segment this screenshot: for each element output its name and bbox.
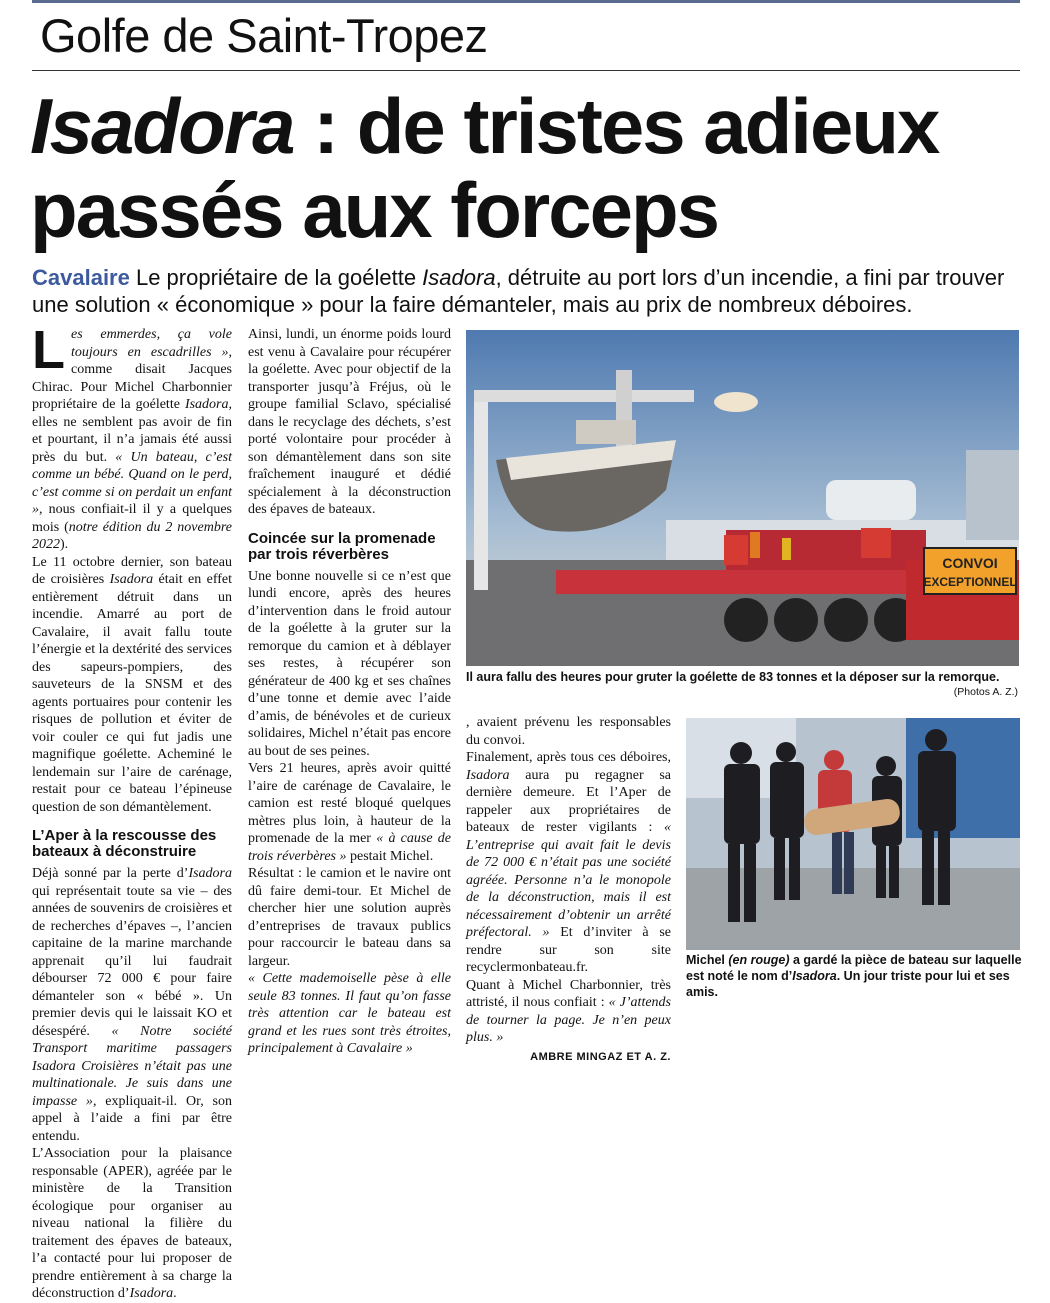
- boat-name: Isadora: [792, 969, 837, 983]
- boat-name: Isadora: [184, 397, 229, 412]
- article-column-3: [466, 714, 671, 1066]
- quote: « à cause de trois réverbères »: [248, 831, 452, 864]
- photo-group-illustration: [686, 718, 1020, 950]
- lead-paragraph: [32, 264, 1022, 318]
- photo-group: [686, 718, 1020, 950]
- dropcap: L: [32, 320, 65, 380]
- boat-name: Isadora: [466, 767, 510, 783]
- boat-name: Isadora: [109, 572, 154, 587]
- top-bar: [32, 0, 1020, 3]
- article-column-2: [248, 326, 451, 1058]
- quote: « L’entreprise qui avait fait le devis de 72 000 € n’était pas une société agréée. Personne n’a le monopole de la déconstruction, mais il est nécessairement d’obtenir un arrêté préfectoral. »: [466, 820, 671, 940]
- section-title: Golfe de Saint-Tropez: [40, 9, 488, 62]
- lead-text-1: Le propriétaire de la goélette: [129, 265, 423, 290]
- lead-place: Cavalaire: [32, 265, 130, 290]
- text: pestait Michel.: [346, 848, 434, 864]
- photo-credit: (Photos A. Z.): [953, 686, 1018, 698]
- lead-boat: Isadora: [422, 265, 496, 290]
- headline-line2: passés aux forceps: [30, 166, 719, 254]
- author-byline: AMBRE MINGAZ ET A. Z.: [530, 1050, 671, 1063]
- text: qui représentait toute sa vie – des années de souvenirs de croisières et de recherches d’épaves –, l’ancien capitaine de la marine marchande apprenait qu’il lui faudrait débourser 72 000 € pour faire démanteler son « bébé ». Un premier devis qui le laissait KO et désespéré.: [32, 883, 232, 1039]
- paragraph-8: Résultat : le camion et le navire ont dû faire demi-tour. Et Michel de chercher hier une solution auprès d’entreprises de travaux publics pour raccourcir le bateau dans sa largeur.: [248, 866, 451, 969]
- article-column-1: [32, 320, 232, 1303]
- boat-name: Isadora: [188, 866, 232, 881]
- photo2-caption: [686, 952, 1026, 1000]
- paragraph-2: [32, 554, 232, 817]
- text: , nous confiait-il il y a quelques mois (: [32, 502, 232, 535]
- subhead-aper: L’Aper à la rescousse des bateaux à déconstruire: [32, 827, 217, 860]
- paragraph-7: [248, 760, 451, 865]
- paragraph-5: Ainsi, lundi, un énorme poids lourd est venu à Cavalaire pour récupérer la goélette. Avec pour objectif de la transporter jusqu’à Fréjus, où le groupe familial Sclavo, spécialisé dans le recyclage des déchets, s’est porté volontaire pour procéder à son démantèlement dans son site fraîchement inauguré et dédié spécialement à la déconstruction des épaves de bateaux.: [248, 327, 451, 517]
- headline-boat-name: Isadora: [30, 82, 294, 170]
- text: L’Association pour la plaisance responsable (APER), agréée par le ministère de la Transition écologique pour organiser au niveau national la filière du traitement des épaves de bateaux, l’a contacté pour lui proposer de prendre entièrement à sa charge la déconstruction d’: [32, 1146, 232, 1301]
- paragraph-10: [466, 749, 671, 977]
- text: , elles ne semblent pas avoir de fin et pourtant, il n’a jamais été aussi près du but.: [32, 397, 232, 465]
- text: Le 11 octobre dernier, son bateau de croisières: [32, 554, 232, 587]
- text: ).: [60, 537, 69, 552]
- paragraph-11: [466, 977, 671, 1047]
- paragraph-6: Une bonne nouvelle si ce n’est que lundi encore, après des heures d’intervention dans le froid autour de la goélette à la gruter sur la remorque du camion et à déblayer ses restes, à récupérer son générateur de 400 kg et ses chaînes d’une tonne et demie avec l’aide d’amis, de bénévoles et de curieux solidaires, Michel n’était pas encore au bout de ses peines.: [248, 568, 451, 759]
- text: , expliquait-il. Or, son appel à l’aide a fini par être entendu.: [32, 1093, 232, 1144]
- text: était en effet entièrement détruit dans un incendie. Amarré au port de Cavalaire, il avait fallu toute l’énergie et la dextérité des services des sapeurs-pompiers, des sauveteurs de la SNSM et des agents portuaires pour contenir les risques de pollution et éviter de voir couler ce qui fut jadis une magnifique goélette. Acheminé le lendemain sur l’aire de carénage, restait pour ce bateau l’épineuse question de son démantèlement.: [32, 572, 232, 815]
- edition-ref: notre édition du 2 novembre 2022: [32, 519, 232, 552]
- text: Vers 21 heures, après avoir quitté l’aire de carénage de Cavalaire, le camion est resté bloqué quelques mètres plus loin, à hauteur de la promenade de la mer: [248, 761, 451, 846]
- sign-line-2: EXCEPTIONNEL: [923, 575, 1017, 589]
- text: (en rouge): [728, 953, 790, 967]
- boat-name: Isadora: [129, 1286, 174, 1301]
- text: Michel: [686, 953, 729, 967]
- headline-line1: : de tristes adieux: [293, 82, 939, 170]
- photo1-caption: Il aura fallu des heures pour gruter la goélette de 83 tonnes et la déposer sur la remorque.: [466, 670, 1000, 684]
- photo-boat-illustration: [466, 330, 1019, 666]
- text: Finalement, après tous ces déboires,: [466, 750, 671, 765]
- sign-line-1: CONVOI: [942, 555, 998, 571]
- quote: « Un bateau, c’est comme un bébé. Quand on le perd, c’est comme si on perdait un enfant »: [32, 449, 232, 517]
- lead-text-2: , détruite au port lors d’un incendie, a fini par trouver une solution « économique » pour la faire démanteler, mais au prix de nombreux déboires.: [32, 265, 1005, 317]
- paragraph-9-end: , avaient prévenu les responsables du convoi.: [466, 715, 671, 748]
- paragraph-1: [32, 320, 232, 554]
- text: . Un jour triste pour lui et ses amis.: [686, 969, 1010, 999]
- text: Déjà sonné par la perte d’: [32, 866, 189, 881]
- text: Quant à Michel Charbonnier, très attristé, il nous confiait :: [466, 977, 671, 1010]
- subhead-promenade: Coincée sur la promenade par trois réverbères: [248, 529, 436, 563]
- text: .: [173, 1286, 177, 1301]
- header-rule: [32, 70, 1020, 71]
- text: a gardé la pièce de bateau sur laquelle est noté le nom d’: [686, 953, 1022, 983]
- quote: « Notre société Transport maritime passagers Isadora Croisières n’était pas une multinationale. Je suis dans une impasse »: [32, 1023, 232, 1109]
- paragraph-9-start: [248, 970, 451, 1058]
- photo-boat-on-trailer: [466, 330, 1019, 666]
- text: , comme disait Jacques Chirac. Pour Michel Charbonnier propriétaire de la goélette: [32, 344, 232, 412]
- quote: « J’attends de tourner la page. Je n’en peux plus. »: [466, 995, 671, 1045]
- paragraph-4-start: [32, 1145, 232, 1303]
- text: Et d’inviter à se rendre sur son site recyclermonbateau.fr.: [466, 925, 671, 975]
- quote: « Cette mademoiselle pèse à elle seule 83 tonnes. Il faut qu’on fasse très attention car le bateau est grand et les rues sont très étroites, principalement à Cavalaire »: [248, 971, 451, 1056]
- quote: es emmerdes, ça vole toujours en escadrilles »: [71, 327, 232, 360]
- headline: [30, 84, 1030, 252]
- paragraph-3: [32, 865, 232, 1145]
- text: aura pu regagner sa dernière demeure. Et l’Aper de rappeler aux propriétaires de bateaux de rester vigilants :: [466, 767, 671, 835]
